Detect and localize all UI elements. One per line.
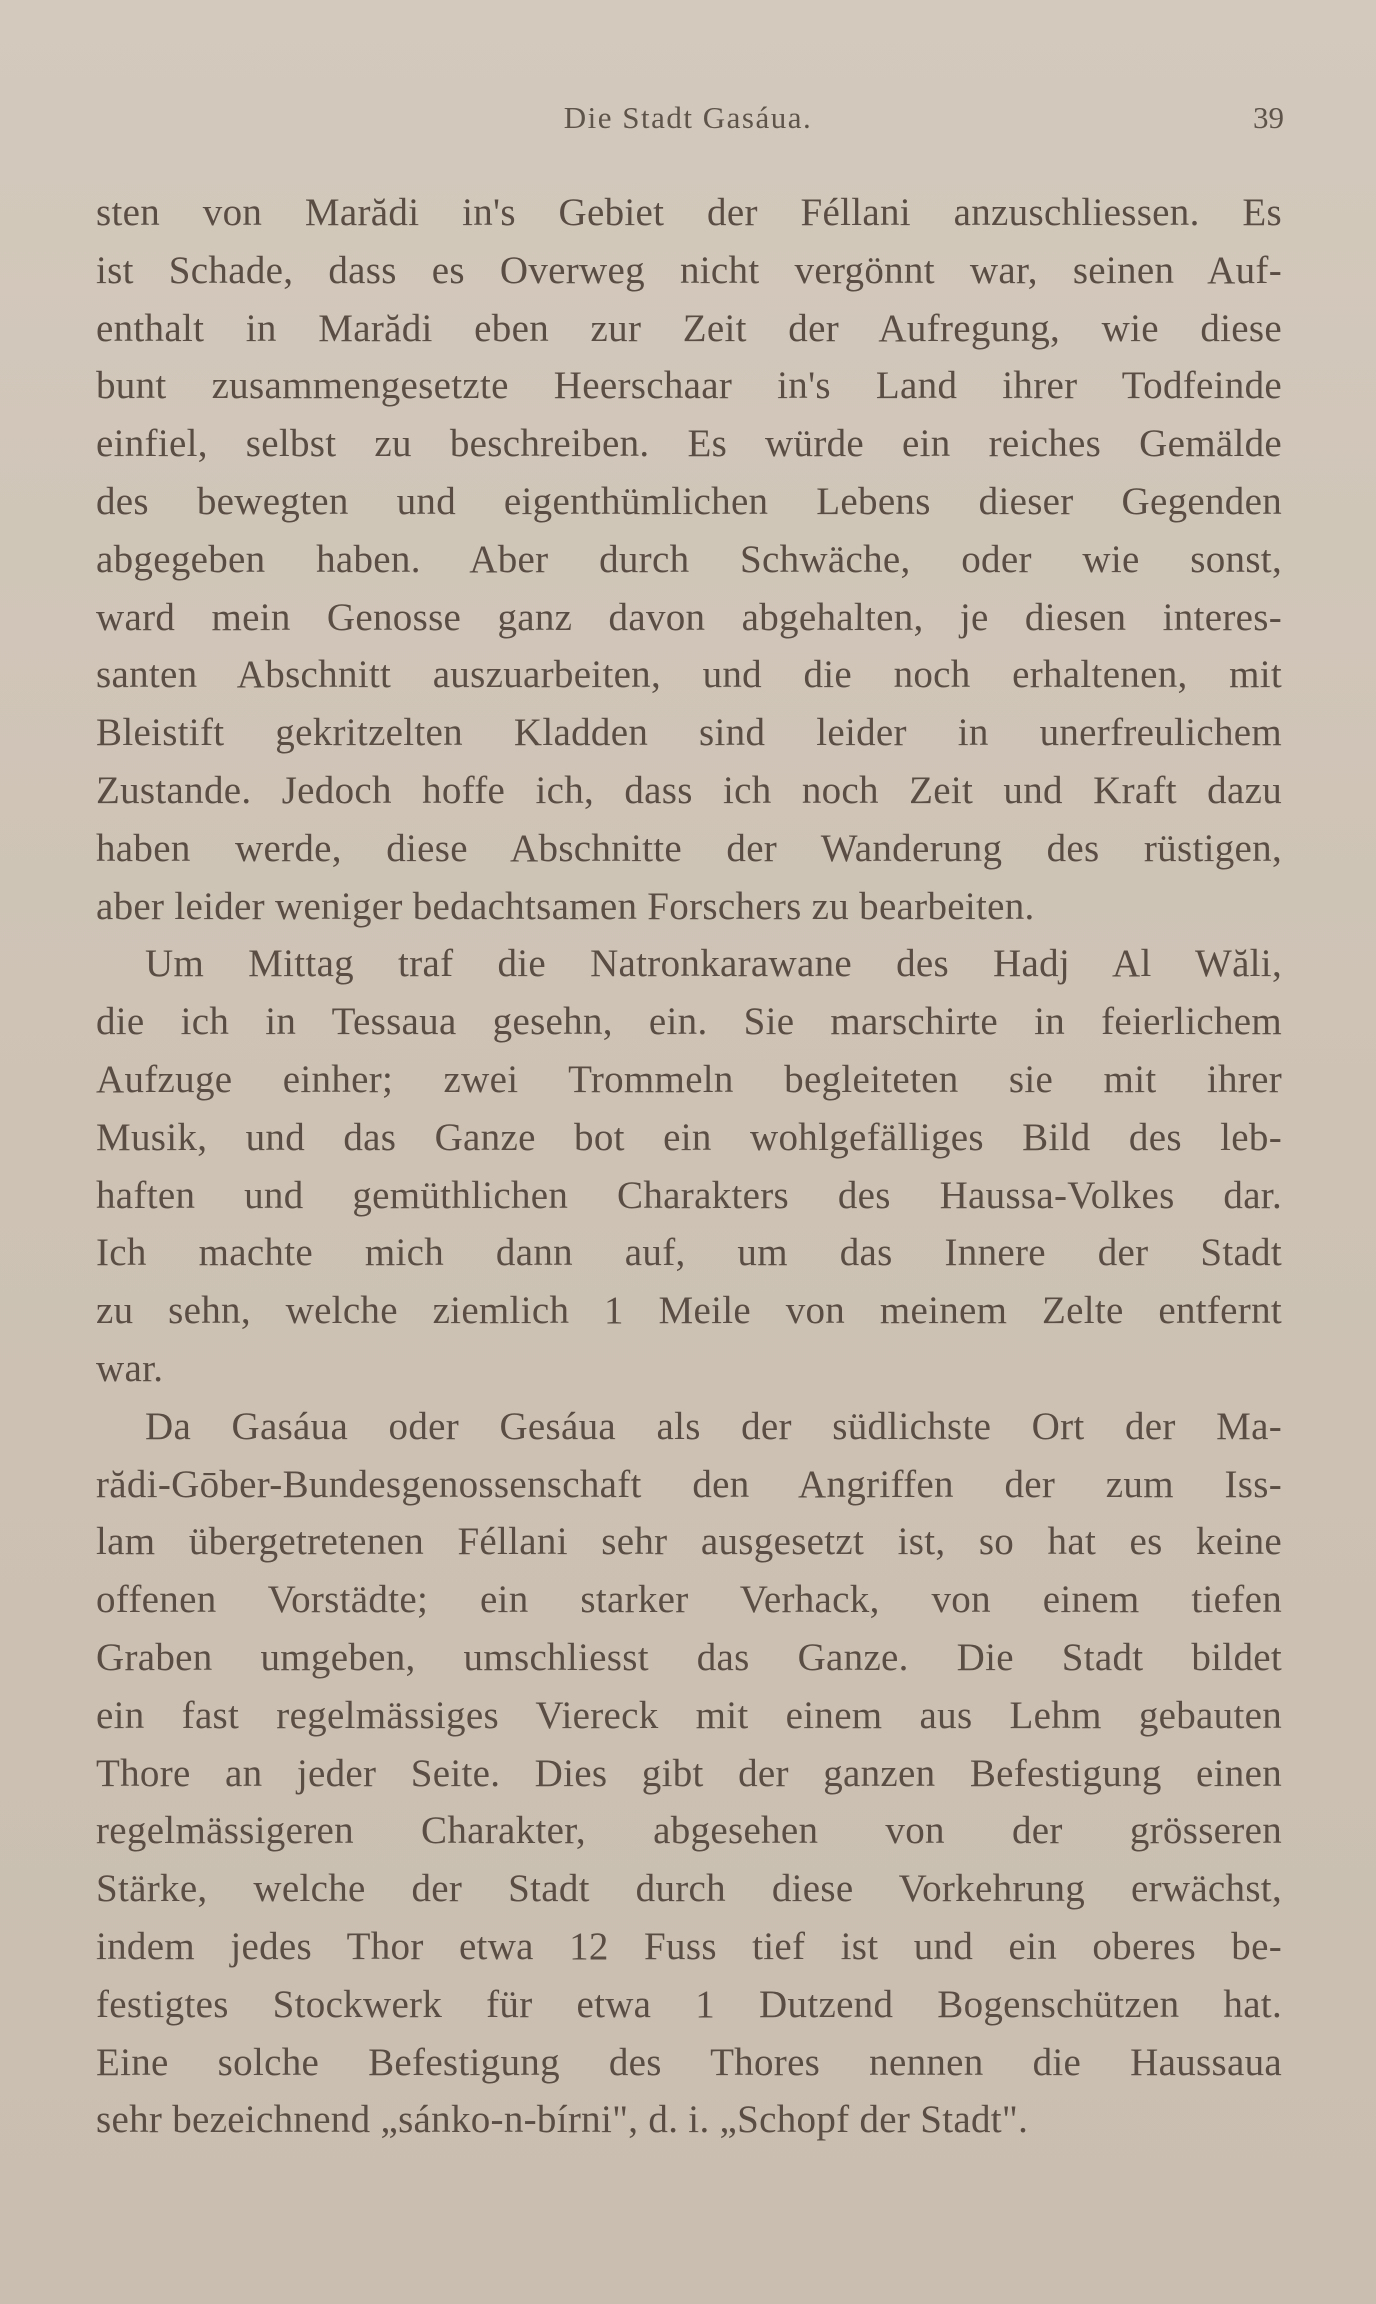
text-line: ein fast regelmässiges Viereck mit einem aus Lehm gebauten	[96, 1693, 1282, 1737]
text-line: Um Mittag traf die Natronkarawane des Hadj Al Wăli,	[145, 942, 1282, 986]
paragraph-1	[96, 184, 1282, 935]
text-line: Thore an jeder Seite. Dies gibt der ganzen Befestigung einen	[96, 1751, 1282, 1795]
text-line: indem jedes Thor etwa 12 Fuss tief ist und ein oberes be-	[96, 1924, 1282, 1968]
body-text	[96, 184, 1282, 2149]
text-line: Musik, und das Ganze bot ein wohlgefälliges Bild des leb-	[96, 1115, 1282, 1159]
paragraph-2	[96, 935, 1282, 1397]
text-line: zu sehn, welche ziemlich 1 Meile von meinem Zelte entfernt	[96, 1289, 1282, 1333]
text-line: festigtes Stockwerk für etwa 1 Dutzend Bogenschützen hat.	[96, 1982, 1282, 2026]
text-line: Ich machte mich dann auf, um das Innere der Stadt	[96, 1231, 1282, 1275]
text-line: regelmässigeren Charakter, abgesehen von der grösseren	[96, 1809, 1282, 1853]
text-line: sehr bezeichnend „sánko-n-bírni", d. i. „Schopf der Stadt".	[96, 2098, 1029, 2142]
text-line: Zustande. Jedoch hoffe ich, dass ich noch Zeit und Kraft dazu	[96, 768, 1282, 812]
page-number: 39	[1253, 100, 1284, 135]
text-line: Bleistift gekritzelten Kladden sind leider in unerfreulichem	[96, 711, 1282, 755]
text-line: lam übergetretenen Féllani sehr ausgesetzt ist, so hat es keine	[96, 1520, 1282, 1564]
text-line: santen Abschnitt auszuarbeiten, und die noch erhaltenen, mit	[96, 653, 1282, 697]
text-line: Aufzuge einher; zwei Trommeln begleiteten sie mit ihrer	[96, 1057, 1282, 1101]
text-line: war.	[96, 1346, 164, 1390]
text-line: bunt zusammengesetzte Heerschaar in's Land ihrer Todfeinde	[96, 364, 1282, 408]
running-head	[0, 100, 1376, 150]
text-line: sten von Marădi in's Gebiet der Féllani anzuschliessen. Es	[96, 191, 1282, 234]
text-line: enthalt in Marădi eben zur Zeit der Aufregung, wie diese	[96, 306, 1282, 350]
text-line: offenen Vorstädte; ein starker Verhack, von einem tiefen	[96, 1578, 1282, 1622]
paragraph-3	[96, 1398, 1282, 2149]
text-line: ward mein Genosse ganz davon abgehalten, je diesen interes-	[96, 595, 1282, 639]
text-line: Eine solche Befestigung des Thores nennen die Haussaua	[96, 2040, 1282, 2084]
text-line: Da Gasáua oder Gesáua als der südlichste Ort der Ma-	[145, 1404, 1282, 1448]
text-line: des bewegten und eigenthümlichen Lebens dieser Gegenden	[96, 479, 1282, 523]
text-line: Stärke, welche der Stadt durch diese Vorkehrung erwächst,	[96, 1867, 1282, 1911]
text-line: haften und gemüthlichen Charakters des Haussa-Volkes dar.	[96, 1173, 1282, 1217]
running-title: Die Stadt Gasáua.	[563, 100, 813, 135]
text-line: aber leider weniger bedachtsamen Forschers zu bearbeiten.	[96, 884, 1035, 928]
text-line: rădi-Gōber-Bundesgenossenschaft den Angriffen der zum Iss-	[96, 1462, 1282, 1506]
text-line: die ich in Tessaua gesehn, ein. Sie marschirte in feierlichem	[96, 1000, 1282, 1044]
text-line: einfiel, selbst zu beschreiben. Es würde ein reiches Gemälde	[96, 422, 1282, 466]
text-line: Graben umgeben, umschliesst das Ganze. Die Stadt bildet	[96, 1635, 1282, 1679]
text-line: haben werde, diese Abschnitte der Wanderung des rüstigen,	[96, 826, 1282, 870]
text-line: abgegeben haben. Aber durch Schwäche, oder wie sonst,	[96, 537, 1282, 581]
text-line: ist Schade, dass es Overweg nicht vergönnt war, seinen Auf-	[96, 248, 1282, 292]
